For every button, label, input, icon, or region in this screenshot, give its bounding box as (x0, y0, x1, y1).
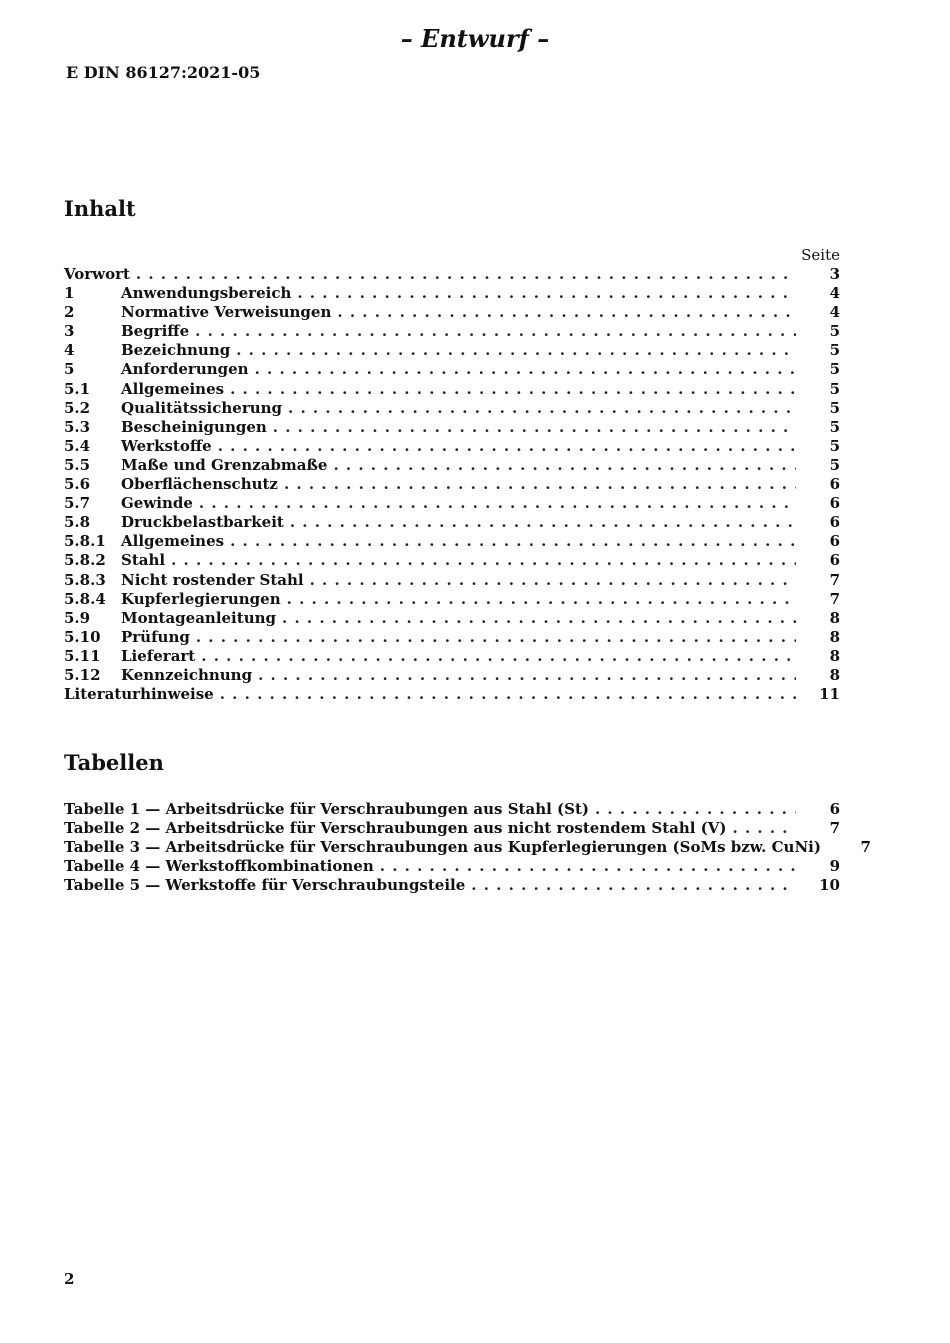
section-number: 2 (64, 303, 75, 322)
table-title: Tabelle 5 — Werkstoffe für Verschraubungsteile (64, 876, 466, 895)
section-page: 4 (829, 303, 840, 322)
section-number: 5.2 (64, 398, 91, 417)
leader-dots (595, 800, 796, 818)
section-title: Kennzeichnung (121, 665, 253, 684)
section-title: Stahl (121, 551, 166, 570)
table-title: Tabelle 4 — Werkstoffkombinationen (64, 857, 374, 876)
section-number: 5.9 (64, 608, 91, 627)
section-number: 5.7 (64, 494, 91, 513)
leader-dots (284, 475, 796, 493)
section-page: 4 (829, 284, 840, 303)
tables-list (64, 800, 871, 895)
section-title: Oberflächenschutz (121, 475, 278, 494)
leader-dots (230, 532, 796, 550)
section-page: 5 (829, 455, 840, 474)
section-title: Gewinde (121, 494, 193, 513)
toc-entry[interactable] (64, 360, 840, 379)
toc-entry[interactable] (64, 532, 840, 551)
leader-dots (220, 685, 796, 703)
contents-list (64, 265, 840, 704)
leader-dots (733, 819, 797, 837)
leader-dots (236, 341, 796, 359)
leader-dots (171, 551, 796, 569)
leader-dots (196, 628, 796, 646)
draft-banner: – Entwurf – (400, 24, 550, 53)
leader-dots (471, 876, 796, 894)
leader-dots (273, 418, 796, 436)
section-title: Druckbelastbarkeit (121, 513, 284, 532)
section-page: 6 (829, 532, 840, 551)
section-title: Allgemeines (121, 379, 225, 398)
section-title: Literaturhinweise (64, 685, 214, 704)
section-title: Anforderungen (121, 360, 249, 379)
leader-dots (282, 609, 796, 627)
section-page: 8 (829, 665, 840, 684)
table-title: Tabelle 3 — Arbeitsdrücke für Verschraubungen aus Kupferlegierungen (SoMs bzw. CuNi) (64, 838, 821, 857)
section-title: Bescheinigungen (121, 417, 267, 436)
leader-dots (287, 590, 796, 608)
contents-heading: Inhalt (64, 196, 136, 221)
table-title: Tabelle 1 — Arbeitsdrücke für Verschraubungen aus Stahl (St) (64, 800, 589, 818)
toc-entry[interactable] (64, 666, 840, 685)
section-number: 5.1 (64, 379, 91, 398)
table-entry[interactable] (64, 857, 840, 876)
table-page: 10 (819, 876, 840, 895)
toc-entry[interactable] (64, 685, 840, 704)
section-number: 4 (64, 341, 75, 360)
toc-entry[interactable] (64, 437, 840, 456)
toc-entry[interactable] (64, 399, 840, 418)
table-page: 7 (860, 838, 871, 857)
section-title: Nicht rostender Stahl (121, 570, 304, 589)
leader-dots (218, 437, 796, 455)
toc-entry[interactable] (64, 284, 840, 303)
section-page: 6 (829, 513, 840, 532)
leader-dots (297, 284, 796, 302)
leader-dots (290, 513, 796, 531)
section-page: 5 (829, 436, 840, 455)
section-page: 8 (829, 608, 840, 627)
leader-dots (230, 380, 796, 398)
table-entry[interactable] (64, 838, 871, 857)
section-title: Bezeichnung (121, 341, 231, 360)
section-page: 5 (829, 398, 840, 417)
section-number: 5.8 (64, 513, 91, 532)
section-page: 5 (829, 322, 840, 341)
leader-dots (288, 399, 796, 417)
section-page: 5 (829, 360, 840, 379)
table-entry[interactable] (64, 800, 840, 819)
section-title: Normative Verweisungen (121, 303, 332, 322)
section-title: Werkstoffe (121, 436, 212, 455)
section-page: 8 (829, 627, 840, 646)
leader-dots (255, 360, 796, 378)
section-number: 5 (64, 360, 75, 379)
section-title: Begriffe (121, 322, 190, 341)
section-page: 5 (829, 341, 840, 360)
leader-dots (136, 265, 796, 283)
document-id: E DIN 86127:2021-05 (66, 63, 261, 82)
section-title: Allgemeines (121, 532, 225, 551)
toc-entry[interactable] (64, 628, 840, 647)
page-column-label: Seite (801, 246, 840, 264)
section-page: 6 (829, 494, 840, 513)
section-title: Kupferlegierungen (121, 589, 281, 608)
leader-dots (201, 647, 796, 665)
toc-entry[interactable] (64, 265, 840, 284)
section-title: Maße und Grenzabmaße (121, 455, 328, 474)
tables-heading: Tabellen (64, 750, 164, 775)
section-title: Vorwort (64, 265, 130, 283)
section-title: Anwendungsbereich (121, 284, 292, 303)
section-number: 5.3 (64, 417, 91, 436)
toc-entry[interactable] (64, 513, 840, 532)
toc-entry[interactable] (64, 303, 840, 322)
section-number: 5.6 (64, 475, 91, 494)
table-page: 6 (829, 800, 840, 818)
toc-entry[interactable] (64, 571, 840, 590)
toc-entry[interactable] (64, 475, 840, 494)
section-number: 5.11 (64, 646, 101, 665)
table-page: 9 (829, 857, 840, 876)
section-number: 5.12 (64, 665, 101, 684)
section-number: 1 (64, 284, 75, 303)
toc-entry[interactable] (64, 322, 840, 341)
section-number: 5.4 (64, 436, 91, 455)
leader-dots (310, 571, 796, 589)
section-title: Montageanleitung (121, 608, 276, 627)
toc-entry[interactable] (64, 551, 840, 570)
toc-entry[interactable] (64, 494, 840, 513)
section-number: 5.10 (64, 627, 101, 646)
leader-dots (258, 666, 796, 684)
section-number: 5.8.2 (64, 551, 106, 570)
section-page: 8 (829, 646, 840, 665)
section-number: 5.8.1 (64, 532, 106, 551)
section-page: 6 (829, 475, 840, 494)
section-number: 5.8.3 (64, 570, 106, 589)
section-page: 5 (829, 417, 840, 436)
table-title: Tabelle 2 — Arbeitsdrücke für Verschraubungen aus nicht rostendem Stahl (V) (64, 819, 727, 838)
leader-dots (195, 322, 796, 340)
section-title: Lieferart (121, 646, 196, 665)
leader-dots (337, 303, 796, 321)
toc-entry[interactable] (64, 380, 840, 399)
section-number: 3 (64, 322, 75, 341)
leader-dots (333, 456, 796, 474)
section-page: 6 (829, 551, 840, 570)
toc-entry[interactable] (64, 647, 840, 666)
leader-dots (199, 494, 796, 512)
toc-entry[interactable] (64, 456, 840, 475)
section-page: 7 (829, 570, 840, 589)
section-title: Prüfung (121, 627, 190, 646)
table-entry[interactable] (64, 819, 840, 838)
section-number: 5.5 (64, 455, 91, 474)
toc-entry[interactable] (64, 418, 840, 437)
section-page: 7 (829, 589, 840, 608)
page-number: 2 (64, 1270, 75, 1288)
section-title: Qualitätssicherung (121, 398, 283, 417)
toc-entry[interactable] (64, 341, 840, 360)
section-page: 3 (829, 265, 840, 283)
table-entry[interactable] (64, 876, 840, 895)
section-page: 5 (829, 379, 840, 398)
toc-entry[interactable] (64, 609, 840, 628)
section-number: 5.8.4 (64, 589, 106, 608)
toc-entry[interactable] (64, 590, 840, 609)
leader-dots (380, 857, 796, 875)
table-page: 7 (829, 819, 840, 838)
section-page: 11 (819, 685, 840, 704)
